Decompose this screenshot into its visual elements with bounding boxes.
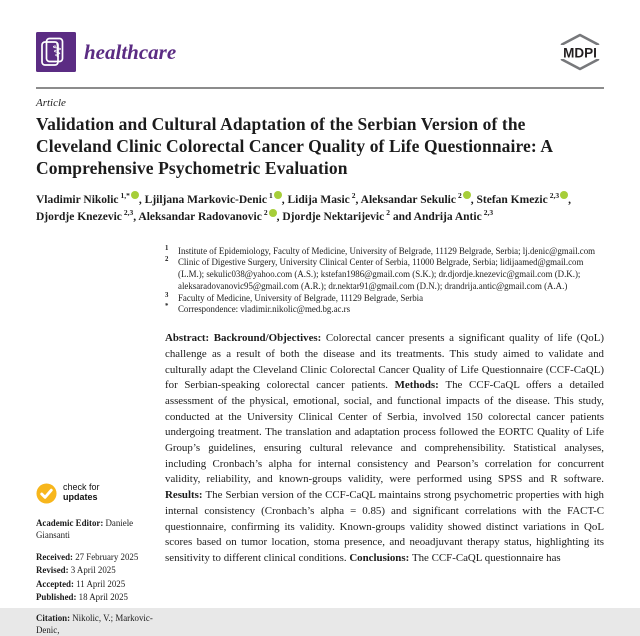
abstract-section-label: Methods: <box>394 379 446 392</box>
author-name: Djordje Nektarijevic <box>282 210 385 223</box>
affiliation-text: Institute of Epidemiology, Faculty of Medicine, University of Belgrade, 11129 Belgrade, Serbia; lj.denic@gmail.com <box>178 245 596 256</box>
author-name: Ljiljana Markovic-Denic <box>144 193 267 206</box>
abstract-text: The CCF-CaQL questionnaire has <box>411 551 561 564</box>
orcid-icon[interactable] <box>269 209 277 217</box>
history-date-line <box>36 564 153 576</box>
citation-line <box>36 612 153 636</box>
academic-editor-label: Academic Editor: <box>36 517 104 528</box>
author-separator: , <box>355 193 361 206</box>
author-affiliation-superscript: 2,3 <box>123 208 134 218</box>
history-date-label: Published: <box>36 592 79 603</box>
author-name: Andrija Antic <box>413 210 482 223</box>
history-date-label: Accepted: <box>36 578 77 589</box>
author-name: Aleksandar Sekulic <box>360 193 456 206</box>
main-column <box>165 246 604 636</box>
abstract-text: Colorectal cancer presents a significant quality of life (QoL) challenge as a result of both the disease and its treatments. This study aimed to validate and culturally adapt the Cleveland Clinic Colorectal Cancer Quality of Life Questionnaire (CCF-CaQL) for Serbian-speaking colorectal cancer patients. <box>165 332 604 392</box>
author-affiliation-superscript: 2 <box>263 208 268 218</box>
abstract-section-label: Results: <box>165 489 206 502</box>
author-name: Aleksandar Radovanovic <box>138 210 262 223</box>
affiliation-text: Correspondence: vladimir.nikolic@med.bg.ac.rs <box>178 304 351 315</box>
svg-text:⚕: ⚕ <box>51 40 63 62</box>
author-affiliation-superscript: 2 <box>457 190 462 200</box>
history-date-value: 11 April 2025 <box>76 578 126 589</box>
history-date-value: 27 February 2025 <box>75 551 139 562</box>
history-date-value: 18 April 2025 <box>78 592 128 603</box>
check-for-updates-label: check for updates <box>63 482 100 503</box>
article-history-dates <box>36 551 153 604</box>
mdpi-hexagon-logo <box>556 33 604 71</box>
abstract-section-label: Backround/Objectives: <box>213 332 326 345</box>
history-date-value: 3 April 2025 <box>70 565 116 576</box>
affiliation-marker: 2 <box>165 256 169 264</box>
history-date-line <box>36 551 153 563</box>
check-for-updates-badge[interactable] <box>36 483 153 504</box>
author-separator: , <box>568 193 571 206</box>
author-affiliation-superscript: 2 <box>386 208 390 218</box>
author-affiliation-superscript: 2 <box>351 190 356 200</box>
svg-text:MDPI: MDPI <box>563 45 597 61</box>
header-divider <box>36 87 604 89</box>
affiliation-list <box>165 246 604 317</box>
affiliation-item <box>165 246 604 258</box>
affiliation-marker: 3 <box>165 291 169 299</box>
author-separator: , <box>138 193 145 206</box>
author-separator: , <box>133 210 139 223</box>
abstract-text: The CCF-CaQL offers a detailed assessment of the physical, emotional, social, and functional impacts of the disease. This study, conducted at the University Clinical Center of Serbia, involved 150 colorectal cancer patients undergoing treatment. The translation and adaptation process followed the EORTC Quality of Life Group’s guidelines, ensuring cultural relevance and comprehensibility. Statistical analyses, including Cronbach’s alpha for internal consistency and Pearson’s correlation for concurrent validity, reliability, and known-groups validity, were performed using SPSS and R software. <box>165 379 605 486</box>
content-columns <box>36 246 604 636</box>
history-date-label: Revised: <box>36 565 71 576</box>
history-date-label: Received: <box>36 551 76 562</box>
affiliation-item <box>165 257 604 292</box>
academic-editor-name: Daniele Giansanti <box>36 517 134 540</box>
article-type-label: Article <box>36 97 66 109</box>
article-title: Validation and Cultural Adaptation of the Serbian Version of the Cleveland Clinic Colorectal Cancer Quality of Life Questionnaire: A Comprehensive Psychometric Evaluation <box>36 114 553 178</box>
author-affiliation-superscript: 2,3 <box>549 190 560 200</box>
orcid-icon[interactable] <box>274 191 282 199</box>
author-name: Lidija Masic <box>287 193 350 206</box>
author-affiliation-superscript: 1,* <box>120 190 130 200</box>
affiliation-item <box>165 304 604 316</box>
citation-text: Nikolic, V.; Markovic-Denic, <box>36 613 153 636</box>
author-separator: and <box>389 210 414 223</box>
masthead <box>36 30 604 74</box>
journal-brand <box>36 32 176 72</box>
abstract-text: The Serbian version of the CCF-CaQL maintains strong psychometric properties with high internal consistency (Cronbach’s alpha = 0.85) and significant correlations with the FACT-C questionnaire, confirming its validity. Known-groups validity showed distinct variations in QoL scores based on tumor location, stoma presence, and neoadjuvant therapy status, highlighting its sensitivity to different clinical conditions. <box>165 489 604 564</box>
abstract-section-label: Conclusions: <box>349 551 412 564</box>
left-sidebar <box>36 246 165 636</box>
author-separator: , <box>276 210 283 223</box>
affiliation-text: Clinic of Digestive Surgery, University Clinical Center of Serbia, 11000 Belgrade, Serbia; lidijaamed@gmail.com (L.M.); sekulic038@yahoo.com (A.S.); kstefan1986@gmail.com (S.K.); dr.djordje.knezevic@gmail.com (D.K.); aleksaradovanovic95@gmail.com (A.R.); dr.nektar91@gmail.com (D.N.); drandrija.antic@gmail.com (A.A.) <box>178 257 584 291</box>
journal-name: healthcare <box>84 39 177 64</box>
history-date-line <box>36 578 153 590</box>
affiliation-item <box>165 293 604 305</box>
orcid-icon[interactable] <box>463 191 471 199</box>
abstract-section-label: Abstract: <box>165 332 214 345</box>
history-date-line <box>36 591 153 603</box>
caduceus-icon <box>36 32 76 72</box>
affiliation-marker: 1 <box>165 244 169 252</box>
citation-label: Citation: <box>36 613 71 624</box>
affiliation-text: Faculty of Medicine, University of Belgrade, 11129 Belgrade, Serbia <box>178 292 424 303</box>
author-name: Djordje Knezevic <box>36 210 122 223</box>
check-circle-icon <box>36 483 57 504</box>
orcid-icon[interactable] <box>560 191 568 199</box>
academic-editor-line <box>36 517 153 541</box>
author-name: Vladimir Nikolic <box>36 193 119 206</box>
affiliation-marker: * <box>165 303 169 311</box>
author-name: Stefan Kmezic <box>476 193 548 206</box>
abstract-paragraph <box>165 331 604 567</box>
author-affiliation-superscript: 2,3 <box>483 208 494 218</box>
author-list <box>36 191 604 226</box>
author-affiliation-superscript: 1 <box>268 190 273 200</box>
orcid-icon[interactable] <box>131 191 139 199</box>
author-separator: , <box>470 193 477 206</box>
author-separator: , <box>281 193 288 206</box>
